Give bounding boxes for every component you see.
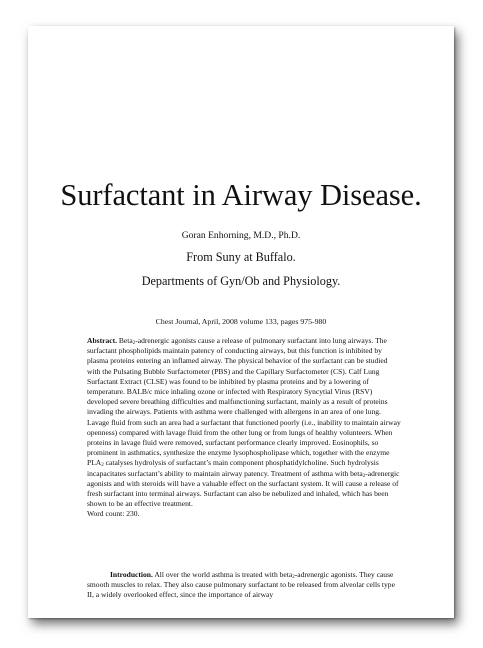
abstract-text: catalyses hydrolysis of surfactant’s main component phosphatidylcholine. Such hydrolysis incapacitates surfactant’s ability to maintain airway patency. Treatment of asthma with beta [87,458,379,478]
journal-citation: Chest Journal, April, 2008 volume 133, pages 975-980 [155,317,327,326]
abstract-text: -adrenergic agonists cause a release of pulmonary surfactant into lung airways. The surfactant phospholipids maintain patency of conducting airways, but this function is inhibited by plasma proteins entering an inflamed airway. The physical behavior of the surfactant can be studied with the Pulsating Bubble Surfactometer (PBS) and the Capillary Surfactometer (CS). Calf Lung Surfactant Extract (CLSE) was found to be inhibited by plasma proteins and by a lowering of temperature. BALB/c mice inhaling ozone or infected with Respiratory Syncytial Virus (RSV) developed severe breathing difficulties and malfunctioning surfactant, mainly as a result of proteins invading the airways. Patients with asthma were challenged with allergens in an area of one lung. Lavage fluid from such an area had a surfactant that functioned poorly (i.e., inability to maintain airway openness) compared with lavage fluid from the other lung or from lungs of healthy volunteers. When proteins in lavage fluid were removed, surfactant performance clearly improved. Eosinophils, so prominent in asthmatics, synthesize the enzyme lysophospholipase which, together with the enzyme PLA [87,336,401,468]
subscript: 2 [292,575,295,580]
subscript: 2 [101,463,104,469]
abstract-text: Beta [116,336,133,345]
introduction-text: All over the world asthma is treated with beta [152,570,293,579]
abstract-label: Abstract. [87,336,117,345]
word-count: Word count: 230. [87,509,140,519]
affiliation-institution: From Suny at Buffalo. [186,250,296,264]
abstract-text: -adrenergic agonists and with steroids will have a valuable effect on the surfactant system. It will cause a release of fresh surfactant into terminal airways. Surfactant can also be nebulized and inhaled, which has been shown to be an effective treatment. [87,468,400,509]
document-page [28,26,454,618]
subscript: 2 [362,473,366,479]
subscript: 2 [132,341,136,346]
abstract-paragraph [87,336,401,520]
author-name: Goran Enhorning, M.D., Ph.D. [181,230,301,241]
affiliation-departments: Departments of Gyn/Ob and Physiology. [141,274,341,288]
introduction-text: -adrenergic agonists. They cause smooth muscles to relax. They also cause pulmonary surfactant to be released from alveolar cells type II, a widely overlooked effect, since the importance of airway [87,570,395,600]
introduction-label: Introduction. [110,570,153,579]
paper-title: Surfactant in Airway Disease. [60,178,422,212]
introduction-paragraph [87,570,401,601]
